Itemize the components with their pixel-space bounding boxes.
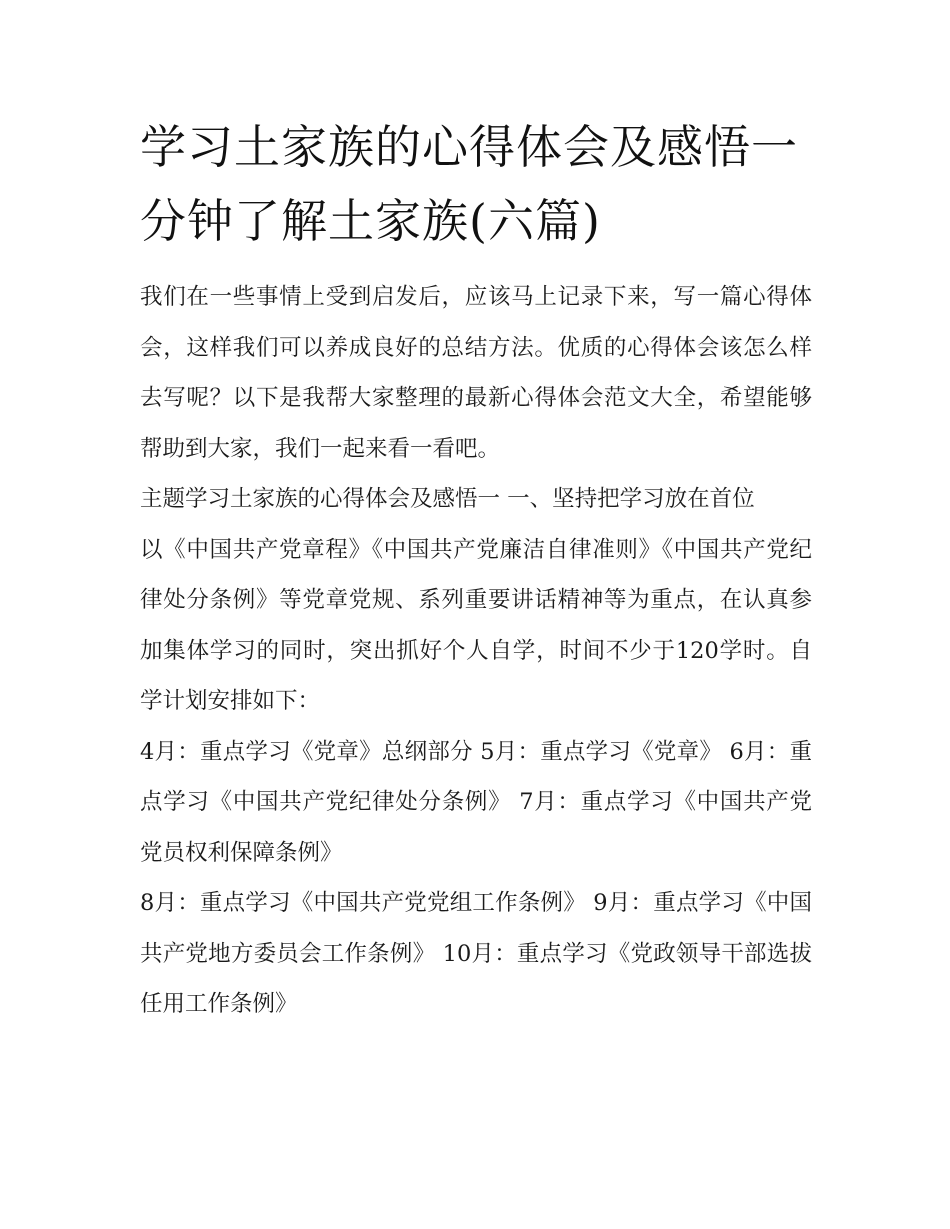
document-title: 学习土家族的心得体会及感悟一分钟了解土家族(六篇)	[140, 120, 798, 248]
paragraph-schedule-april-july: 4月：重点学习《党章》总纲部分 5月：重点学习《党章》 6月：重点学习《中国共产党纪律处分条例》 7月：重点学习《中国共产党党员权利保障条例》	[140, 738, 812, 866]
paragraph-section-heading: 主题学习土家族的心得体会及感悟一 一、坚持把学习放在首位	[140, 486, 755, 512]
paragraph-study-focus: 以《中国共产党章程》《中国共产党廉洁自律准则》《中国共产党纪律处分条例》等党章党规、系列重要讲话精神等为重点，在认真参加集体学习的同时，突出抓好个人自学，时间不少于120学时。自学计划安排如下：	[140, 536, 812, 714]
paragraph-intro: 我们在一些事情上受到启发后，应该马上记录下来，写一篇心得体会，这样我们可以养成良好的总结方法。优质的心得体会该怎么样去写呢？以下是我帮大家整理的最新心得体会范文大全，希望能够帮助到大家，我们一起来看一看吧。	[140, 284, 812, 462]
paragraph-schedule-august-october: 8月：重点学习《中国共产党党组工作条例》 9月：重点学习《中国共产党地方委员会工作条例》 10月：重点学习《党政领导干部选拔任用工作条例》	[140, 890, 812, 1017]
document-body	[140, 110, 812, 1030]
